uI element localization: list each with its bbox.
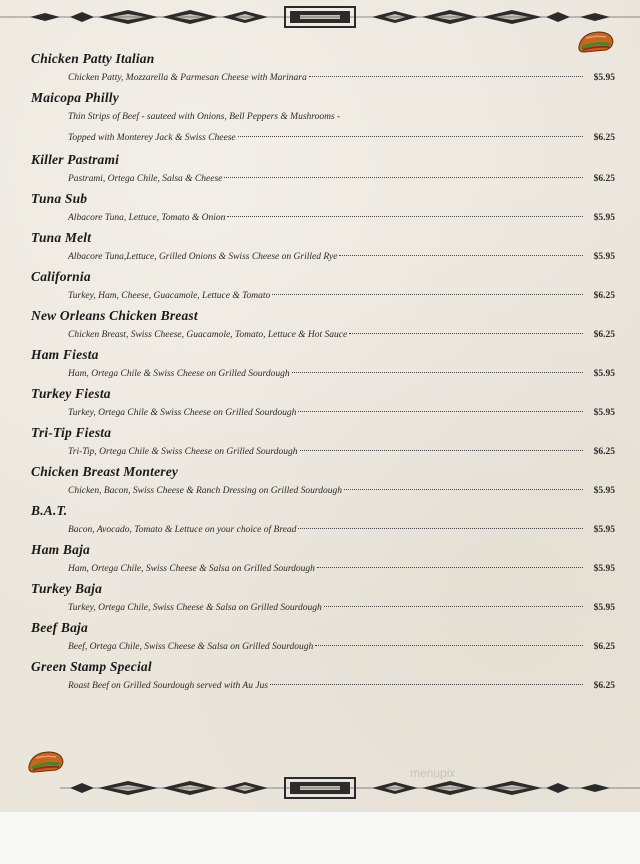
menu-item: [31, 345, 615, 384]
menu-item-price: $5.95: [593, 525, 615, 535]
description-text: Beef, Ortega Chile, Swiss Cheese & Salsa on Grilled Sourdough: [68, 642, 314, 652]
menu-item-name: B.A.T.: [31, 503, 68, 518]
dot-leader: [339, 255, 583, 256]
menu-item: [31, 540, 615, 579]
menu-item-description: [68, 287, 615, 306]
menu-item: [31, 228, 615, 267]
menu-item-name: California: [31, 269, 91, 284]
menu-item-description: [68, 443, 615, 462]
menu-item-description: [68, 69, 615, 88]
menu-item-price: $6.25: [593, 681, 615, 691]
dot-leader: [298, 411, 583, 412]
menu-item-price: $6.25: [593, 330, 615, 340]
dot-leader: [317, 567, 583, 568]
menu-item-description: [68, 482, 615, 501]
description-text: Chicken Breast, Swiss Cheese, Guacamole, Tomato, Lettuce & Hot Sauce: [68, 330, 348, 340]
menu-item: [31, 657, 615, 696]
description-text: Ham, Ortega Chile, Swiss Cheese & Salsa on Grilled Sourdough: [68, 564, 315, 574]
description-text: Chicken, Bacon, Swiss Cheese & Ranch Dressing on Grilled Sourdough: [68, 486, 342, 496]
menu-item-description: [68, 209, 615, 228]
menu-item-name: Green Stamp Special: [31, 659, 152, 674]
menu-item-price: $5.95: [593, 564, 615, 574]
menu-item-name: Tuna Sub: [31, 191, 88, 206]
description-text: Pastrami, Ortega Chile, Salsa & Cheese: [68, 174, 223, 184]
dot-leader: [344, 489, 583, 490]
menu-item-name: Tuna Melt: [31, 230, 92, 245]
dot-leader: [224, 177, 583, 178]
decorative-border-top: [0, 4, 640, 30]
menu-item-description: [68, 326, 615, 345]
menu-item: [31, 267, 615, 306]
description-text: Turkey, Ortega Chile & Swiss Cheese on Grilled Sourdough: [68, 408, 297, 418]
dot-leader: [272, 294, 583, 295]
dot-leader: [315, 645, 583, 646]
description-text: Chicken Patty, Mozzarella & Parmesan Cheese with Marinara: [68, 73, 307, 83]
menu-item-name: Killer Pastrami: [31, 152, 120, 167]
menu-item-description: [68, 170, 615, 189]
menu-item-name: Beef Baja: [31, 620, 88, 635]
dot-leader: [238, 136, 583, 137]
menu-item-name: Ham Baja: [31, 542, 90, 557]
menu-item: [31, 618, 615, 657]
description-text: Bacon, Avocado, Tomato & Lettuce on your choice of Bread: [68, 525, 297, 535]
menu-item: [31, 150, 615, 189]
description-text: Thin Strips of Beef - sauteed with Onions, Bell Peppers & Mushrooms -: [68, 112, 341, 122]
menu-item-description: [68, 599, 615, 618]
menu-item-price: $6.25: [593, 174, 615, 184]
menu-item-name: Ham Fiesta: [31, 347, 99, 362]
menu-item-description: [68, 521, 615, 540]
menu-item: [31, 423, 615, 462]
description-text: Tri-Tip, Ortega Chile & Swiss Cheese on Grilled Sourdough: [68, 447, 298, 457]
sandwich-icon: [26, 748, 66, 778]
menu-item-price: $6.25: [593, 642, 615, 652]
menu-item-price: $5.95: [593, 408, 615, 418]
menu-item-price: $5.95: [593, 369, 615, 379]
dot-leader: [298, 528, 583, 529]
menu-item-price: $5.95: [593, 213, 615, 223]
menu-item-name: Tri-Tip Fiesta: [31, 425, 112, 440]
menu-item-price: $6.25: [593, 447, 615, 457]
description-text: Topped with Monterey Jack & Swiss Cheese: [68, 133, 236, 143]
description-text: Albacore Tuna,Lettuce, Grilled Onions & Swiss Cheese on Grilled Rye: [68, 252, 338, 262]
menu-item-name: Chicken Patty Italian: [31, 51, 155, 66]
menu-item-name: Maicopa Philly: [31, 90, 119, 105]
menu-item-price: $6.25: [593, 291, 615, 301]
menu-item: [31, 88, 615, 150]
description-text: Albacore Tuna, Lettuce, Tomato & Onion: [68, 213, 226, 223]
menu-item-name: New Orleans Chicken Breast: [31, 308, 198, 323]
menu-item: [31, 189, 615, 228]
description-text: Roast Beef on Grilled Sourdough served with Au Jus: [68, 681, 269, 691]
menu-item: [31, 384, 615, 423]
menu-item-description: [68, 677, 615, 696]
dot-leader: [349, 333, 583, 334]
dot-leader: [292, 372, 583, 373]
bottom-strip: [0, 812, 640, 864]
dot-leader: [309, 76, 583, 77]
menu-item-description: [68, 560, 615, 579]
menu-item-name: Turkey Fiesta: [31, 386, 111, 401]
menu-item-price: $6.25: [593, 133, 615, 143]
dot-leader: [324, 606, 583, 607]
menu-item: [31, 306, 615, 345]
menu-item-description: [68, 638, 615, 657]
menu-item: [31, 462, 615, 501]
menu-item: [31, 501, 615, 540]
menu-item-description: [68, 365, 615, 384]
menu-item-name: Turkey Baja: [31, 581, 103, 596]
menu-item: [31, 49, 615, 88]
menu-item-price: $5.95: [593, 603, 615, 613]
dot-leader: [227, 216, 583, 217]
menu-item-name: Chicken Breast Monterey: [31, 464, 179, 479]
menu-item-price: $5.95: [593, 252, 615, 262]
menu-item-description: [68, 108, 615, 127]
menu-items-list: [31, 49, 615, 696]
menu-item-description: [68, 127, 615, 150]
menu-item: [31, 579, 615, 618]
menu-item-description: [68, 248, 615, 267]
dot-leader: [270, 684, 583, 685]
dot-leader: [300, 450, 583, 451]
menu-item-price: $5.95: [593, 73, 615, 83]
menu-item-description: [68, 404, 615, 423]
description-text: Turkey, Ortega Chile, Swiss Cheese & Salsa on Grilled Sourdough: [68, 603, 322, 613]
description-text: Ham, Ortega Chile & Swiss Cheese on Grilled Sourdough: [68, 369, 290, 379]
menu-item-price: $5.95: [593, 486, 615, 496]
decorative-border-bottom: [0, 775, 640, 801]
description-text: Turkey, Ham, Cheese, Guacamole, Lettuce & Tomato: [68, 291, 271, 301]
watermark: menupix: [410, 766, 456, 780]
